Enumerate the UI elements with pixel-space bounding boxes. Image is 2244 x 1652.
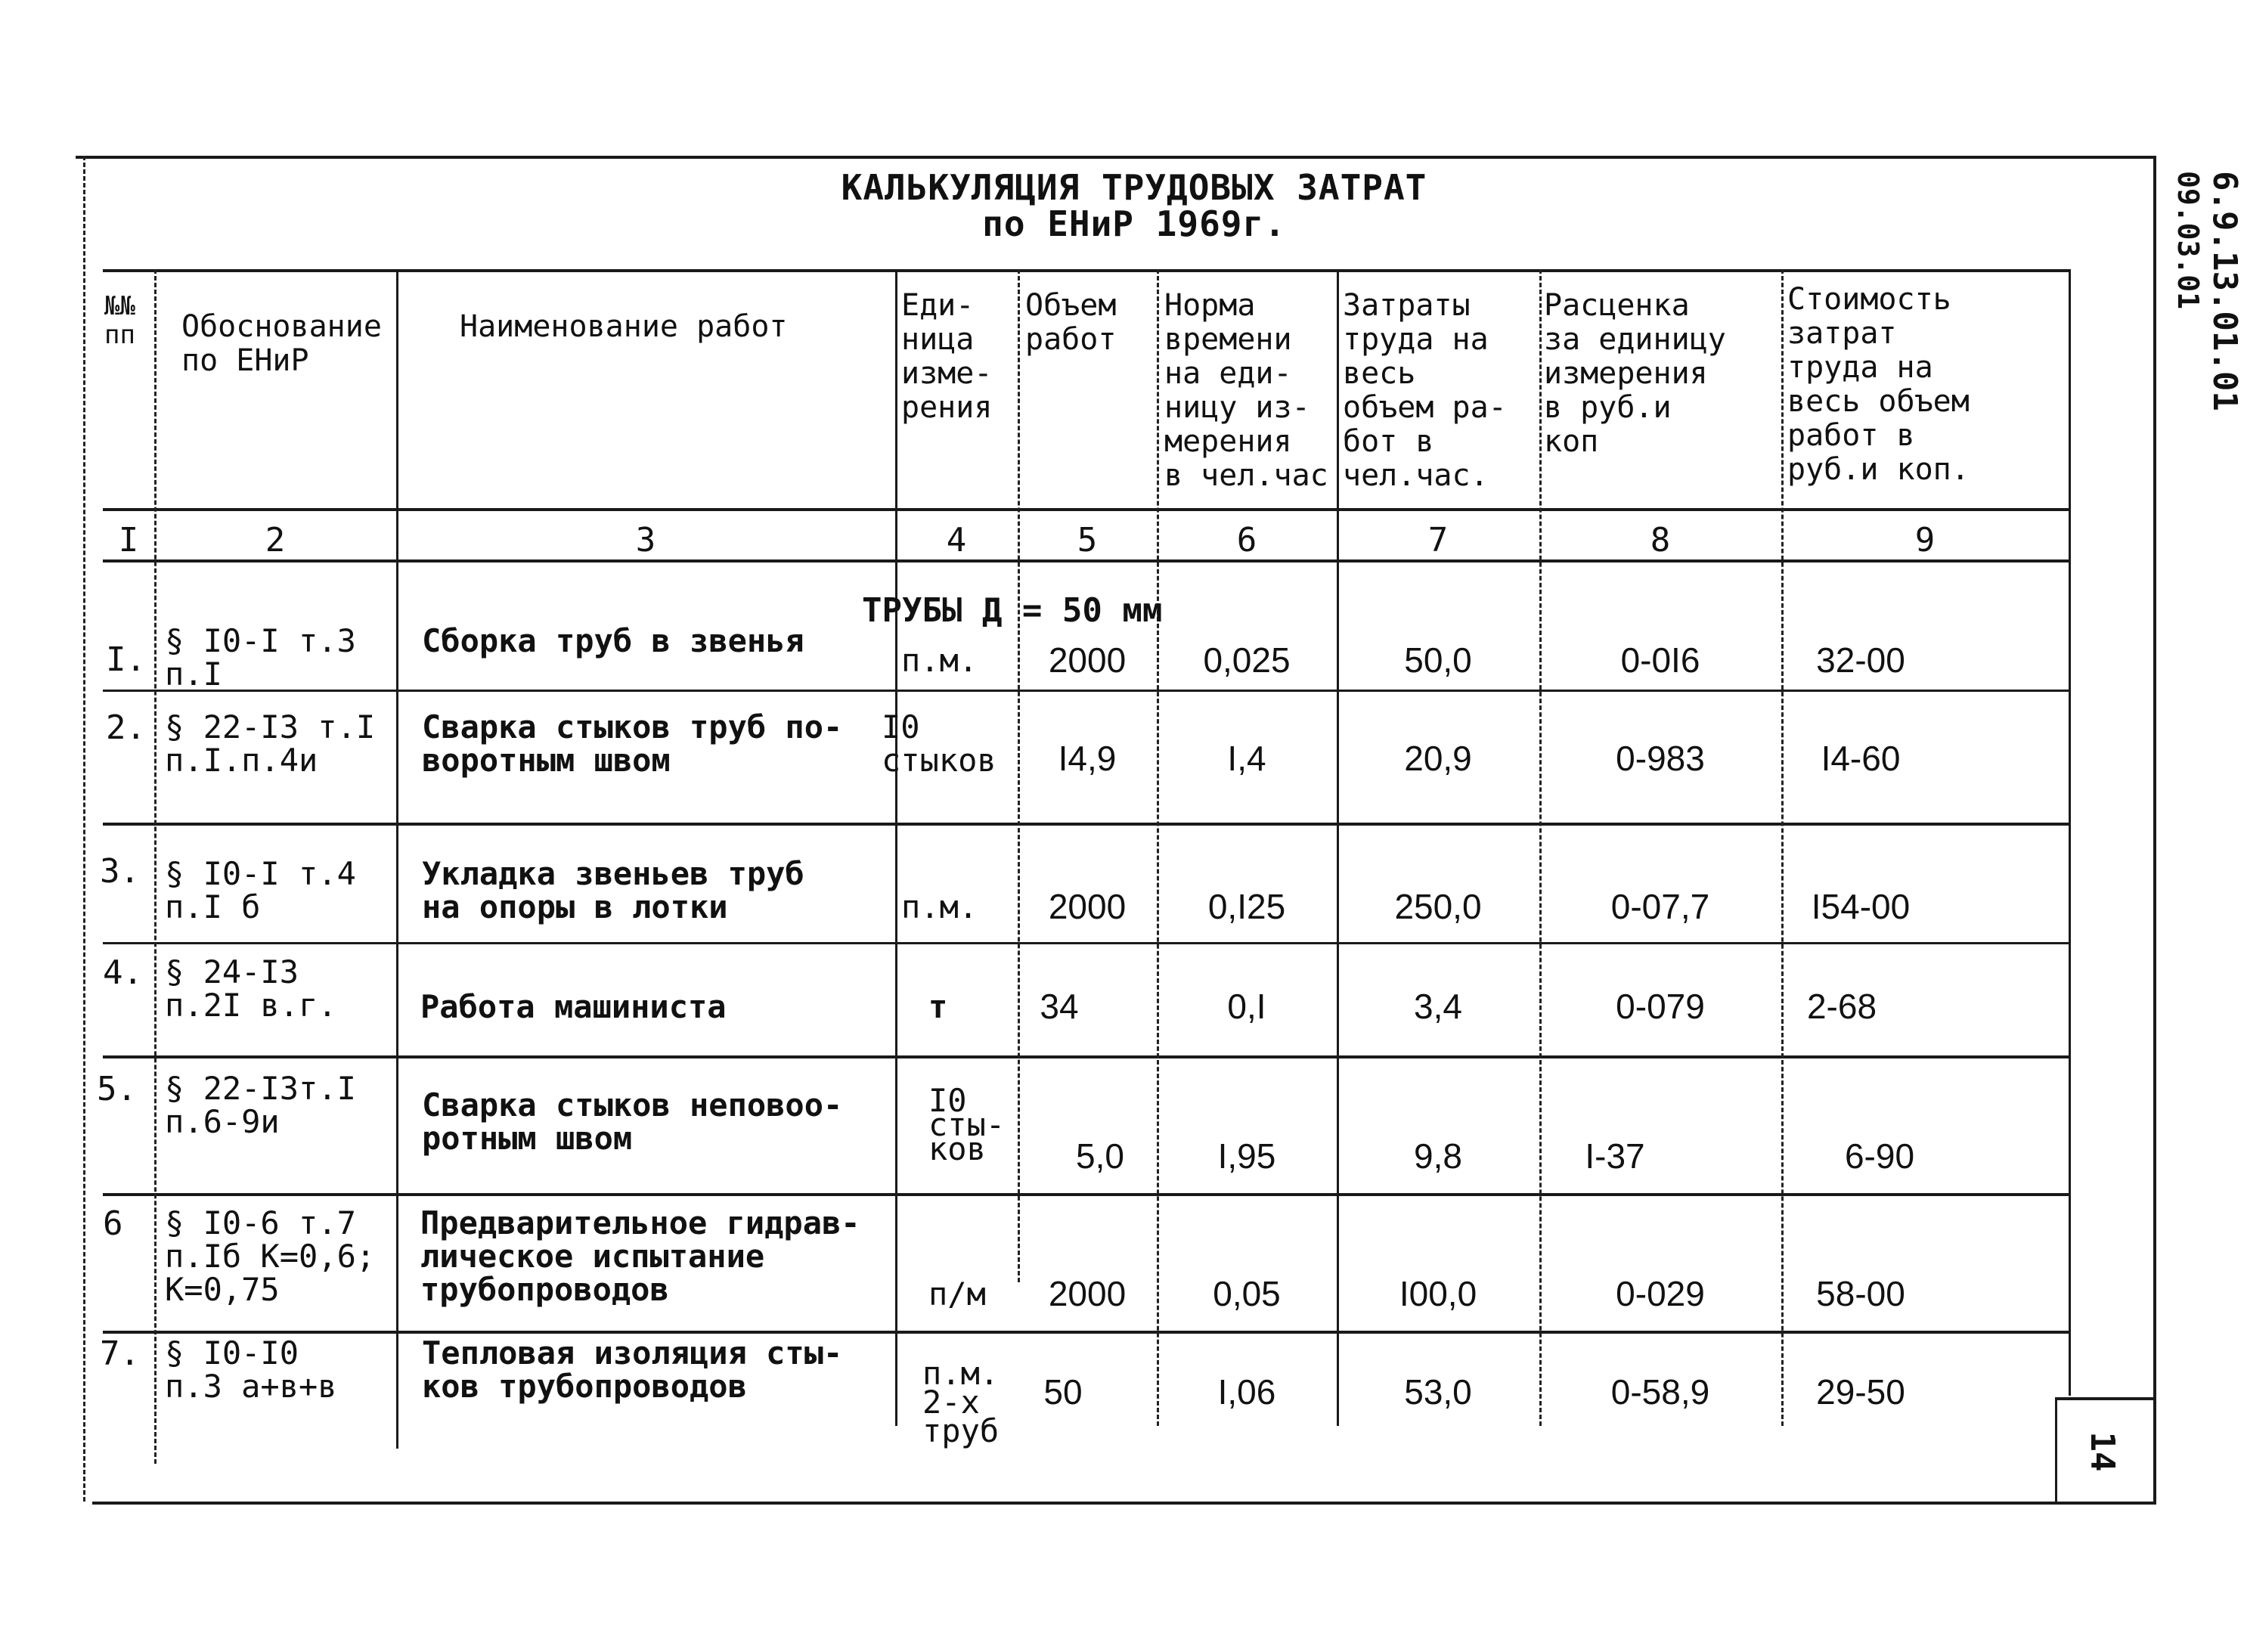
row-4-name: Работа машиниста bbox=[420, 988, 727, 1025]
row-3-basis: § I0-I т.4 п.I б bbox=[165, 855, 356, 925]
col-divider-7 bbox=[1539, 269, 1542, 1426]
row-2-basis: § 22-I3 т.I п.I.п.4и bbox=[165, 708, 376, 779]
row-7-rate: 0-58,9 bbox=[1610, 1372, 1710, 1412]
colnum-7: 7 bbox=[1427, 521, 1449, 559]
header-row-number: №№ пп bbox=[104, 291, 135, 350]
row-7-labor: 53,0 bbox=[1404, 1372, 1472, 1412]
col-divider-5 bbox=[1157, 269, 1159, 1426]
row-2-rate: 0-983 bbox=[1616, 739, 1705, 778]
row-5-rate: I-37 bbox=[1585, 1136, 1645, 1176]
row-6-basis: § I0-6 т.7 п.Iб К=0,6; К=0,75 bbox=[165, 1204, 376, 1308]
frame-right-line bbox=[2153, 156, 2156, 1503]
colnum-1: I bbox=[118, 521, 139, 559]
row-1-rate: 0-0I6 bbox=[1620, 640, 1700, 680]
row-2-labor: 20,9 bbox=[1404, 739, 1472, 778]
row-1-labor: 50,0 bbox=[1404, 640, 1472, 680]
row-5-number: 5. bbox=[97, 1070, 137, 1108]
row-7-basis: § I0-I0 п.3 а+в+в bbox=[165, 1334, 337, 1405]
row-7-number: 7. bbox=[100, 1334, 140, 1373]
document-code-sub: 09.03.01 bbox=[2171, 171, 2205, 310]
row-6-labor: I00,0 bbox=[1399, 1274, 1477, 1313]
row-7-unit: п.м. 2-х труб bbox=[922, 1355, 1000, 1449]
row-7-volume: 50 bbox=[1043, 1372, 1083, 1412]
row-3-rate: 0-07,7 bbox=[1610, 887, 1710, 926]
colnum-4: 4 bbox=[946, 521, 967, 559]
colnum-2: 2 bbox=[265, 521, 286, 559]
row-2-cost: I4-60 bbox=[1821, 739, 1901, 778]
row-7-cost: 29-50 bbox=[1816, 1372, 1905, 1412]
row-4-norm: 0,I bbox=[1227, 987, 1266, 1026]
row-2-unit: I0 стыков bbox=[882, 708, 996, 779]
row-6-rate: 0-029 bbox=[1616, 1274, 1705, 1313]
col-divider-2 bbox=[396, 269, 398, 1449]
header-work-name: Наименование работ bbox=[460, 309, 788, 344]
row-3-volume: 2000 bbox=[1048, 887, 1127, 926]
document-title bbox=[756, 169, 1512, 242]
row-2-volume: I4,9 bbox=[1058, 739, 1117, 778]
row-5-basis: § 22-I3т.I п.6-9и bbox=[165, 1070, 356, 1140]
row-3-unit: п.м. bbox=[901, 888, 978, 925]
title-line-2: по ЕНиР 1969г. bbox=[982, 203, 1286, 244]
row-1-number: I. bbox=[106, 640, 146, 679]
colnum-5: 5 bbox=[1077, 521, 1098, 559]
row-4-number: 4. bbox=[103, 953, 143, 992]
colnum-8: 8 bbox=[1650, 521, 1671, 559]
col-divider-1 bbox=[154, 269, 157, 1464]
row-1-basis: § I0-I т.3 п.I bbox=[165, 622, 356, 693]
row-5-labor: 9,8 bbox=[1414, 1136, 1462, 1176]
row-4-unit: т bbox=[928, 988, 948, 1025]
colnum-9: 9 bbox=[1914, 521, 1936, 559]
header-cost: Стоимость затрат труда на весь объем работ в руб.и коп. bbox=[1787, 282, 1970, 487]
frame-left-line bbox=[83, 156, 85, 1502]
page-number: 14 bbox=[2083, 1431, 2122, 1472]
row-5-name: Сварка стыков неповоо- ротным швом bbox=[422, 1086, 843, 1157]
row-7-name: Тепловая изоляция сты- ков трубопроводов bbox=[422, 1334, 843, 1405]
row-4-cost: 2-68 bbox=[1806, 987, 1877, 1026]
row-3-name: Укладка звеньев труб на опоры в лотки bbox=[422, 855, 804, 925]
row-5-norm: I,95 bbox=[1217, 1136, 1276, 1176]
col-divider-6 bbox=[1337, 269, 1339, 1426]
document-code bbox=[2170, 171, 2242, 411]
header-labor: Затраты труда на весь объем ра- бот в чел.час. bbox=[1343, 288, 1507, 493]
header-basis: Обоснование по ЕНиР bbox=[181, 309, 382, 378]
document-code-main: 6.9.13.01.01 bbox=[2205, 171, 2244, 411]
col-divider-3 bbox=[895, 269, 897, 1426]
row-6-number: 6 bbox=[103, 1204, 123, 1243]
row-5-volume: 5,0 bbox=[1076, 1136, 1124, 1176]
row-1-cost: 32-00 bbox=[1816, 640, 1905, 680]
row-1-name: Сборка труб в звенья bbox=[422, 622, 804, 659]
row-5-unit: I0 сты- ков bbox=[928, 1082, 1006, 1167]
col-divider-8 bbox=[1781, 269, 1784, 1426]
row-6-volume: 2000 bbox=[1048, 1274, 1127, 1313]
row-2-name: Сварка стыков труб по- воротным швом bbox=[422, 708, 843, 779]
header-norm: Норма времени на еди- ницу из- мерения в чел.час bbox=[1164, 288, 1328, 493]
colnum-6: 6 bbox=[1236, 521, 1257, 559]
header-unit: Еди- ница изме- рения bbox=[901, 288, 993, 425]
row-2-number: 2. bbox=[106, 708, 146, 747]
row-3-norm: 0,I25 bbox=[1207, 887, 1286, 926]
row-4-basis: § 24-I3 п.2I в.г. bbox=[165, 953, 337, 1024]
section-label: ТРУБЫ Д = 50 мм bbox=[862, 591, 1163, 630]
row-4-rate: 0-079 bbox=[1616, 987, 1705, 1026]
row-3-labor: 250,0 bbox=[1394, 887, 1482, 926]
row-1-unit: п.м. bbox=[901, 642, 978, 679]
row-6-norm: 0,05 bbox=[1213, 1274, 1281, 1313]
row-5-cost: 6-90 bbox=[1844, 1136, 1915, 1176]
table-right-line bbox=[2069, 269, 2071, 1396]
row-1-volume: 2000 bbox=[1048, 640, 1127, 680]
frame-top-line bbox=[76, 156, 2155, 159]
row-6-name: Предварительное гидрав- лическое испытание трубопроводов bbox=[420, 1204, 860, 1308]
row-4-labor: 3,4 bbox=[1414, 987, 1462, 1026]
row-6-cost: 58-00 bbox=[1816, 1274, 1905, 1313]
colnum-3: 3 bbox=[635, 521, 656, 559]
title-line-1: КАЛЬКУЛЯЦИЯ ТРУДОВЫХ ЗАТРАТ bbox=[841, 167, 1427, 208]
frame-bottom-line bbox=[92, 1502, 2156, 1505]
header-volume: Объем работ bbox=[1025, 288, 1117, 357]
header-rate: Расценка за единицу измерения в руб.и коп bbox=[1544, 288, 1726, 459]
row-1-norm: 0,025 bbox=[1203, 640, 1291, 680]
page-box-top bbox=[2055, 1397, 2153, 1400]
page-box-left bbox=[2055, 1397, 2057, 1503]
row-4-volume: 34 bbox=[1040, 987, 1079, 1026]
row-3-cost: I54-00 bbox=[1811, 887, 1911, 926]
row-2-norm: I,4 bbox=[1227, 739, 1266, 778]
row-3-number: 3. bbox=[100, 852, 140, 891]
row-7-norm: I,06 bbox=[1217, 1372, 1276, 1412]
row-6-unit: п/м bbox=[928, 1275, 986, 1313]
